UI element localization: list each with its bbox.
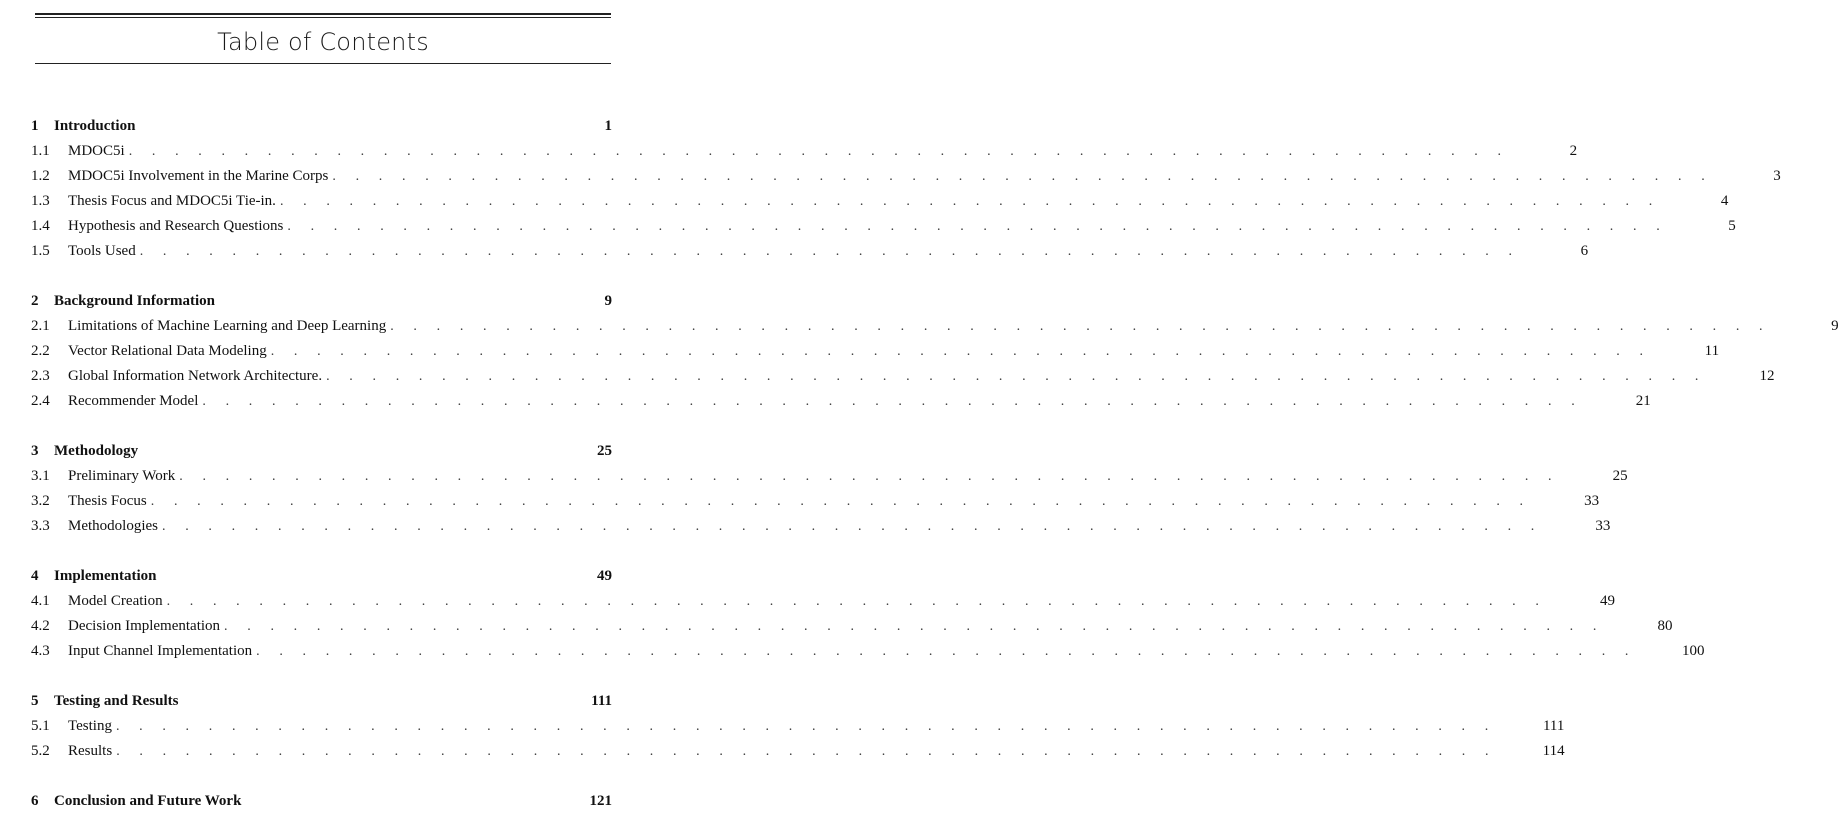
section-entry[interactable] (31, 489, 1600, 514)
chapter-title: Introduction (54, 118, 136, 134)
section-entry[interactable] (31, 714, 1565, 739)
toc-chapter (31, 564, 1705, 664)
chapter-number: 2 (31, 293, 39, 309)
chapter-title: Methodology (54, 443, 139, 459)
section-number: 5.2 (31, 743, 50, 759)
section-title: Thesis Focus and MDOC5i Tie-in. (68, 193, 276, 209)
section-entry[interactable] (31, 189, 1729, 214)
dot-leader: . . . . . . . . . . . . . . . . . . . . . . . . . . . . . . . . . . . . . . . . . . . . . . . . . . . . . . . . . . . . (179, 469, 1560, 484)
dot-leader: . . . . . . . . . . . . . . . . . . . . . . . . . . . . . . . . . . . . . . . . . . . . . . . . . . . . . . . . . . . . (256, 644, 1637, 659)
section-page-number: 100 (1682, 643, 1705, 659)
section-title: Model Creation (68, 593, 163, 609)
toc-chapter (31, 789, 612, 814)
section-number: 5.1 (31, 718, 50, 734)
section-entry[interactable] (31, 639, 1705, 664)
section-page-number: 9 (1831, 318, 1839, 334)
section-number: 2.1 (31, 318, 50, 334)
dot-leader: . . . . . . . . . . . . . . . . . . . . . . . . . . . . . . . . . . . . . . . . . . . . . . . . . . . . . . . . . . . . (326, 369, 1707, 384)
section-number: 3.3 (31, 518, 50, 534)
table-of-contents (31, 114, 1839, 839)
section-entry[interactable] (31, 239, 1589, 264)
section-title: Decision Implementation (68, 618, 221, 634)
dot-leader: . . . . . . . . . . . . . . . . . . . . . . . . . . . . . . . . . . . . . . . . . . . . . . . . . . . . . . . . . . . . (390, 319, 1771, 334)
chapter-number: 6 (31, 793, 39, 809)
section-page-number: 80 (1657, 618, 1673, 634)
section-entry[interactable] (31, 389, 1651, 414)
dot-leader: . . . . . . . . . . . . . . . . . . . . . . . . . . . . . . . . . . . . . . . . . . . . . . . . . . . . . . . . . . . . (224, 619, 1605, 634)
section-entry[interactable] (31, 589, 1615, 614)
section-title: Limitations of Machine Learning and Deep Learning (68, 318, 387, 334)
chapter-entry[interactable] (31, 689, 612, 714)
section-number: 4.2 (31, 618, 50, 634)
section-page-number: 11 (1704, 343, 1720, 359)
section-title: Results (68, 743, 113, 759)
dot-leader: . . . . . . . . . . . . . . . . . . . . . . . . . . . . . . . . . . . . . . . . . . . . . . . . . . . . . . . . . . . . (162, 519, 1543, 534)
dot-leader: . . . . . . . . . . . . . . . . . . . . . . . . . . . . . . . . . . . . . . . . . . . . . . . . . . . . . . . . . . . . (332, 169, 1713, 184)
section-title: Global Information Network Architecture. (68, 368, 323, 384)
chapter-page-number: 49 (597, 568, 612, 584)
section-entry[interactable] (31, 339, 1720, 364)
section-title: Hypothesis and Research Questions (68, 218, 284, 234)
section-page-number: 6 (1580, 243, 1589, 259)
dot-leader: . . . . . . . . . . . . . . . . . . . . . . . . . . . . . . . . . . . . . . . . . . . . . . . . . . . . . . . . . . . . (279, 194, 1661, 209)
chapter-entry[interactable] (31, 439, 612, 464)
section-number: 1.1 (31, 143, 50, 159)
section-number: 1.5 (31, 243, 50, 259)
dot-leader: . . . . . . . . . . . . . . . . . . . . . . . . . . . . . . . . . . . . . . . . . . . . . . . . . . . . . . . . . . . . (150, 494, 1532, 509)
dot-leader: . . . . . . . . . . . . . . . . . . . . . . . . . . . . . . . . . . . . . . . . . . . . . . . . . . . . . . . . . . . . (202, 394, 1583, 409)
section-number: 3.2 (31, 493, 50, 509)
section-entry[interactable] (31, 464, 1628, 489)
dot-leader: . . . . . . . . . . . . . . . . . . . . . . . . . . . . . . . . . . . . . . . . . . . . . . . . . . . . . . . . . . . . (166, 594, 1547, 609)
section-entry[interactable] (31, 364, 1775, 389)
chapter-entry[interactable] (31, 289, 612, 314)
chapter-title: Conclusion and Future Work (54, 793, 242, 809)
chapter-title: Background Information (54, 293, 216, 309)
section-title: Methodologies (68, 518, 158, 534)
section-title: MDOC5i (68, 143, 125, 159)
page-title: Table of Contents (217, 28, 429, 56)
section-title: Testing (68, 718, 112, 734)
section-page-number: 33 (1595, 518, 1611, 534)
section-page-number: 12 (1759, 368, 1775, 384)
section-number: 4.1 (31, 593, 50, 609)
section-number: 1.3 (31, 193, 50, 209)
toc-chapter (31, 439, 1628, 539)
title-underline-rule (35, 63, 611, 64)
section-page-number: 33 (1584, 493, 1600, 509)
toc-chapter (31, 289, 1839, 414)
dot-leader: . . . . . . . . . . . . . . . . . . . . . . . . . . . . . . . . . . . . . . . . . . . . . . . . . . . . . . . . . . . . (287, 219, 1668, 234)
section-page-number: 111 (1542, 718, 1565, 734)
chapter-page-number: 111 (591, 693, 612, 709)
dot-leader: . . . . . . . . . . . . . . . . . . . . . . . . . . . . . . . . . . . . . . . . . . . . . . . . . . . . . . . . . . . . (116, 744, 1497, 759)
chapter-title: Testing and Results (54, 693, 179, 709)
section-title: MDOC5i Involvement in the Marine Corps (68, 168, 329, 184)
toc-chapter (31, 689, 1565, 764)
section-title: Tools Used (68, 243, 136, 259)
chapter-number: 4 (31, 568, 39, 584)
section-page-number: 2 (1569, 143, 1578, 159)
section-entry[interactable] (31, 164, 1781, 189)
section-title: Preliminary Work (68, 468, 176, 484)
chapter-page-number: 1 (604, 118, 612, 134)
section-title: Recommender Model (68, 393, 199, 409)
section-page-number: 21 (1635, 393, 1651, 409)
section-title: Vector Relational Data Modeling (68, 343, 267, 359)
section-number: 2.3 (31, 368, 50, 384)
section-entry[interactable] (31, 214, 1736, 239)
section-number: 1.4 (31, 218, 50, 234)
chapter-entry[interactable] (31, 789, 612, 814)
chapter-entry[interactable] (31, 114, 612, 139)
chapter-number: 3 (31, 443, 39, 459)
chapter-number: 1 (31, 118, 39, 134)
section-entry[interactable] (31, 614, 1673, 639)
chapter-page-number: 25 (597, 443, 612, 459)
section-entry[interactable] (31, 514, 1611, 539)
section-page-number: 49 (1599, 593, 1615, 609)
chapter-number: 5 (31, 693, 39, 709)
section-number: 2.2 (31, 343, 50, 359)
section-page-number: 3 (1773, 168, 1781, 184)
toc-chapter (31, 114, 1781, 264)
section-title: Input Channel Implementation (68, 643, 253, 659)
header-rule-thin (35, 17, 611, 18)
dot-leader: . . . . . . . . . . . . . . . . . . . . . . . . . . . . . . . . . . . . . . . . . . . . . . . . . . . . . . . . . . . . (139, 244, 1521, 259)
chapter-entry[interactable] (31, 564, 612, 589)
section-entry[interactable] (31, 314, 1839, 339)
dot-leader: . . . . . . . . . . . . . . . . . . . . . . . . . . . . . . . . . . . . . . . . . . . . . . . . . . . . . . . . . . . . (115, 719, 1497, 734)
section-number: 1.2 (31, 168, 50, 184)
section-number: 2.4 (31, 393, 50, 409)
section-number: 4.3 (31, 643, 50, 659)
dot-leader: . . . . . . . . . . . . . . . . . . . . . . . . . . . . . . . . . . . . . . . . . . . . . . . . . . . . . . . . . . . . (128, 144, 1510, 159)
chapter-page-number: 121 (589, 793, 612, 809)
dot-leader: . . . . . . . . . . . . . . . . . . . . . . . . . . . . . . . . . . . . . . . . . . . . . . . . . . . . . . . . . . . . (270, 344, 1652, 359)
section-page-number: 25 (1612, 468, 1628, 484)
section-entry[interactable] (31, 139, 1578, 164)
header-rule-thick (35, 13, 611, 15)
section-title: Thesis Focus (68, 493, 147, 509)
section-page-number: 4 (1720, 193, 1729, 209)
section-number: 3.1 (31, 468, 50, 484)
section-entry[interactable] (31, 739, 1565, 764)
section-page-number: 114 (1542, 743, 1565, 759)
section-page-number: 5 (1728, 218, 1736, 234)
chapter-title: Implementation (54, 568, 157, 584)
chapter-page-number: 9 (604, 293, 612, 309)
